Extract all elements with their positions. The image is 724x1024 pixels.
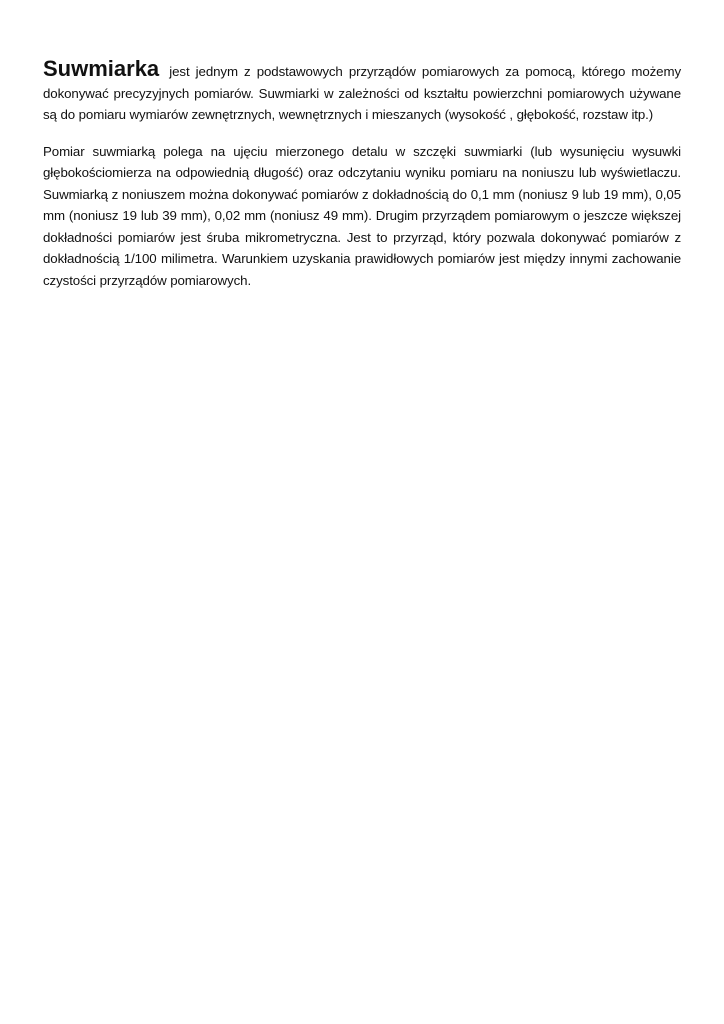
document-page <box>43 58 681 291</box>
paragraph-intro-text: jest jednym z podstawowych przyrządów pomiarowych za pomocą, którego możemy dokonywać precyzyjnych pomiarów. Suwmiarki w zależności od kształtu powierzchni pomiarowych używane są do pomiaru wymiarów zewnętrznych, wewnętrznych i mieszanych (wysokość , głębokość, rozstaw itp.) <box>43 64 681 122</box>
lead-word-suwmiarka: Suwmiarka <box>43 56 160 81</box>
paragraph-measurement-text: Pomiar suwmiarką polega na ujęciu mierzonego detalu w szczęki suwmiarki (lub wysunięciu wysuwki głębokościomierza na odpowiednią długość) oraz odczytaniu wyniku pomiaru na noniuszu lub wyświetlaczu. Suwmiarką z noniuszem można dokonywać pomiarów z dokładnością do 0,1 mm (noniusz 9 lub 19 mm), 0,05 mm (noniusz 19 lub 39 mm), 0,02 mm (noniusz 49 mm). Drugim przyrządem pomiarowym o jeszcze większej dokładności pomiarów jest śruba mikrometryczna. Jest to przyrząd, który pozwala dokonywać pomiarów z dokładnością 1/100 milimetra. Warunkiem uzyskania prawidłowych pomiarów jest między innymi zachowanie czystości przyrządów pomiarowych. <box>43 143 681 288</box>
paragraph-intro <box>43 58 681 126</box>
paragraph-measurement <box>43 141 681 292</box>
